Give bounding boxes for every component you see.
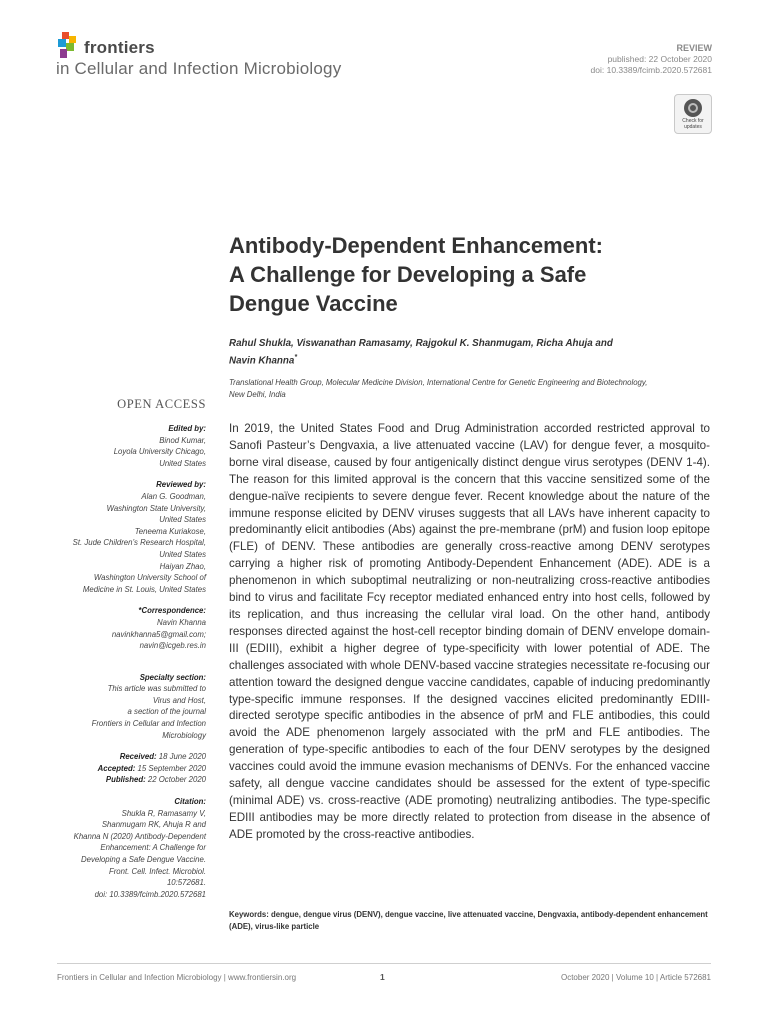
published-label: Published: <box>105 775 146 785</box>
check-updates-label: Check for updates <box>682 118 704 130</box>
specialty-text: Frontiers in Cellular and Infection <box>91 719 206 729</box>
check-updates-icon <box>684 99 702 117</box>
correspondence-email[interactable]: navin@icgeb.res.in <box>139 641 206 651</box>
accepted-date: 15 September 2020 <box>137 763 206 773</box>
reviewer-affiliation: St. Jude Children’s Research Hospital, <box>72 538 206 548</box>
frontiers-logo-icon <box>56 32 80 60</box>
reviewer-name: Haiyan Zhao, <box>159 561 206 571</box>
article-type: REVIEW <box>676 43 712 53</box>
correspondence-label: *Correspondence: <box>138 606 206 616</box>
accepted-label: Accepted: <box>97 763 136 773</box>
keywords-label: Keywords: <box>229 910 269 919</box>
correspondence-name: Navin Khanna <box>157 617 206 627</box>
title-line: A Challenge for Developing a Safe <box>229 262 587 287</box>
keywords <box>229 909 710 932</box>
specialty-text: This article was submitted to <box>107 684 206 694</box>
title-line: Antibody-Dependent Enhancement: <box>229 233 604 258</box>
reviewer-affiliation: Washington State University, <box>106 503 206 513</box>
reviewer-affiliation: United States <box>159 515 206 525</box>
authors-line: Rahul Shukla, Viswanathan Ramasamy, Rajgokul K. Shanmugam, Richa Ahuja and <box>229 338 613 349</box>
editor-affiliation: United States <box>159 458 206 468</box>
affiliation-line: Translational Health Group, Molecular Medicine Division, International Centre for Genetic Engineering and Biotechnology, <box>229 378 648 387</box>
citation-text: Khanna N (2020) Antibody-Dependent <box>73 831 206 841</box>
doi[interactable]: doi: 10.3389/fcimb.2020.572681 <box>590 65 712 75</box>
specialty-section-label: Specialty section: <box>139 672 206 682</box>
published-date-sidebar: 22 October 2020 <box>147 775 206 785</box>
footer-journal-link[interactable]: Frontiers in Cellular and Infection Microbiology | www.frontiersin.org <box>57 973 297 982</box>
received-date: 18 June 2020 <box>158 752 206 762</box>
reviewer-affiliation: Medicine in St. Louis, United States <box>82 584 206 594</box>
affiliation <box>229 377 709 400</box>
citation-text: 10:572681. <box>166 878 206 888</box>
correspondence-email[interactable]: navinkhanna5@gmail.com; <box>111 629 206 639</box>
received-label: Received: <box>119 752 157 762</box>
reviewer-name: Alan G. Goodman, <box>141 491 206 501</box>
reviewer-affiliation: Washington University School of <box>93 573 206 583</box>
specialty-text: a section of the journal <box>127 707 206 717</box>
open-access-label: OPEN ACCESS <box>117 397 206 411</box>
editor-affiliation: Loyola University Chicago, <box>113 447 206 457</box>
abstract-text: In 2019, the United States Food and Drug Administration accorded restricted approval to Sanofi Pasteur’s Dengvaxia, a live attenuated vaccine (LAV) for dengue fever, a mosquito-borne viral disease, caused by four antigenically distinct dengue virus serotypes (DENV 1-4). The reason for this limited approval is the concern that this vaccine sensitized some of the dengue-naïve recipients to severe dengue fever. Recent knowledge about the nature of the immune response elicited by DENV viruses suggests that all LAVs have inherent capacity to predominantly elicit antibodies (Abs) against the pre-membrane (prM) and fusion loop epitope (FLE) of DENV. These antibodies are generally cross-reactive among DENV serotypes carrying a higher risk of promoting Antibody-Dependent Enhancement (ADE). ADE is a phenomenon in which suboptimal neutralizing or non-neutralizing cross-reactive antibodies bind to virus and facilitate Fcγ receptor mediated enhanced entry into host cells, followed by its replication, and thus increasing the cellular viral load. On the other hand, antibody responses directed against the host-cell receptor binding domain of DENV envelope domain-III (EDIII), exhibit a higher degree of type-specificity with lower potential of ADE. The challenges associated with whole DENV-based vaccine strategies necessitate re-focusing our attention toward the designed dengue vaccine candidates, capable of inducing predominantly type-specific immune responses. If the designed vaccines elicited predominantly EDIII-directed serotype specific antibodies in the absence of prM and FLE antibodies, this could avoid the ADE phenomenon largely associated with the prM and FLE antibodies. The generation of type-specific antibodies to each of the four DENV serotypes by the designed vaccines could avoid the immune evasion mechanisms of DENVs. For the enhanced vaccine safety, all dengue vaccine candidates should be assessed for the extent of type-specific (minimal ADE) vs. cross-reactive (ADE promoting) neutralizing antibodies. The type-specific EDIII antibodies may be more directly related to protection from disease in the absence of ADE promoted by the cross-reactive antibodies. <box>229 422 710 841</box>
footer-divider <box>57 963 711 964</box>
reviewed-by-label: Reviewed by: <box>156 480 206 490</box>
reviewer-affiliation: United States <box>159 549 206 559</box>
specialty-text: Virus and Host, <box>152 695 206 705</box>
reviewer-name: Teneema Kuriakose, <box>134 526 206 536</box>
citation-text: Developing a Safe Dengue Vaccine. <box>81 855 206 864</box>
citation-text: Shukla R, Ramasamy V, <box>121 808 206 818</box>
affiliation-line: New Delhi, India <box>229 389 286 399</box>
published-date: published: 22 October 2020 <box>607 54 712 64</box>
citation-label: Citation: <box>174 797 206 807</box>
author-list <box>229 337 699 368</box>
check-for-updates-button[interactable] <box>674 94 712 134</box>
title-line: Dengue Vaccine <box>229 291 398 316</box>
journal-name: in Cellular and Infection Microbiology <box>56 59 342 78</box>
page-number: 1 <box>380 972 385 982</box>
editor-name: Binod Kumar, <box>159 435 206 445</box>
article-sidebar <box>40 423 206 900</box>
article-meta <box>591 43 712 76</box>
citation-text: Enhancement: A Challenge for <box>100 843 206 853</box>
citation-text: Shanmugam RK, Ahuja R and <box>101 820 206 830</box>
specialty-text: Microbiology <box>162 730 206 740</box>
article-title <box>229 231 699 318</box>
edited-by-label: Edited by: <box>168 424 206 433</box>
citation-doi[interactable]: doi: 10.3389/fcimb.2020.572681 <box>94 889 206 899</box>
citation-text: Front. Cell. Infect. Microbiol. <box>108 866 206 876</box>
brand-name: frontiers <box>84 38 155 57</box>
keywords-list: dengue, dengue virus (DENV), dengue vaccine, live attenuated vaccine, Dengvaxia, antibody-dependent enhancement (ADE), virus-like particle <box>229 910 708 931</box>
footer-issue-info: October 2020 | Volume 10 | Article 572681 <box>560 973 711 982</box>
authors-line: Navin Khanna <box>229 355 295 367</box>
corresponding-author-mark: * <box>294 354 298 361</box>
